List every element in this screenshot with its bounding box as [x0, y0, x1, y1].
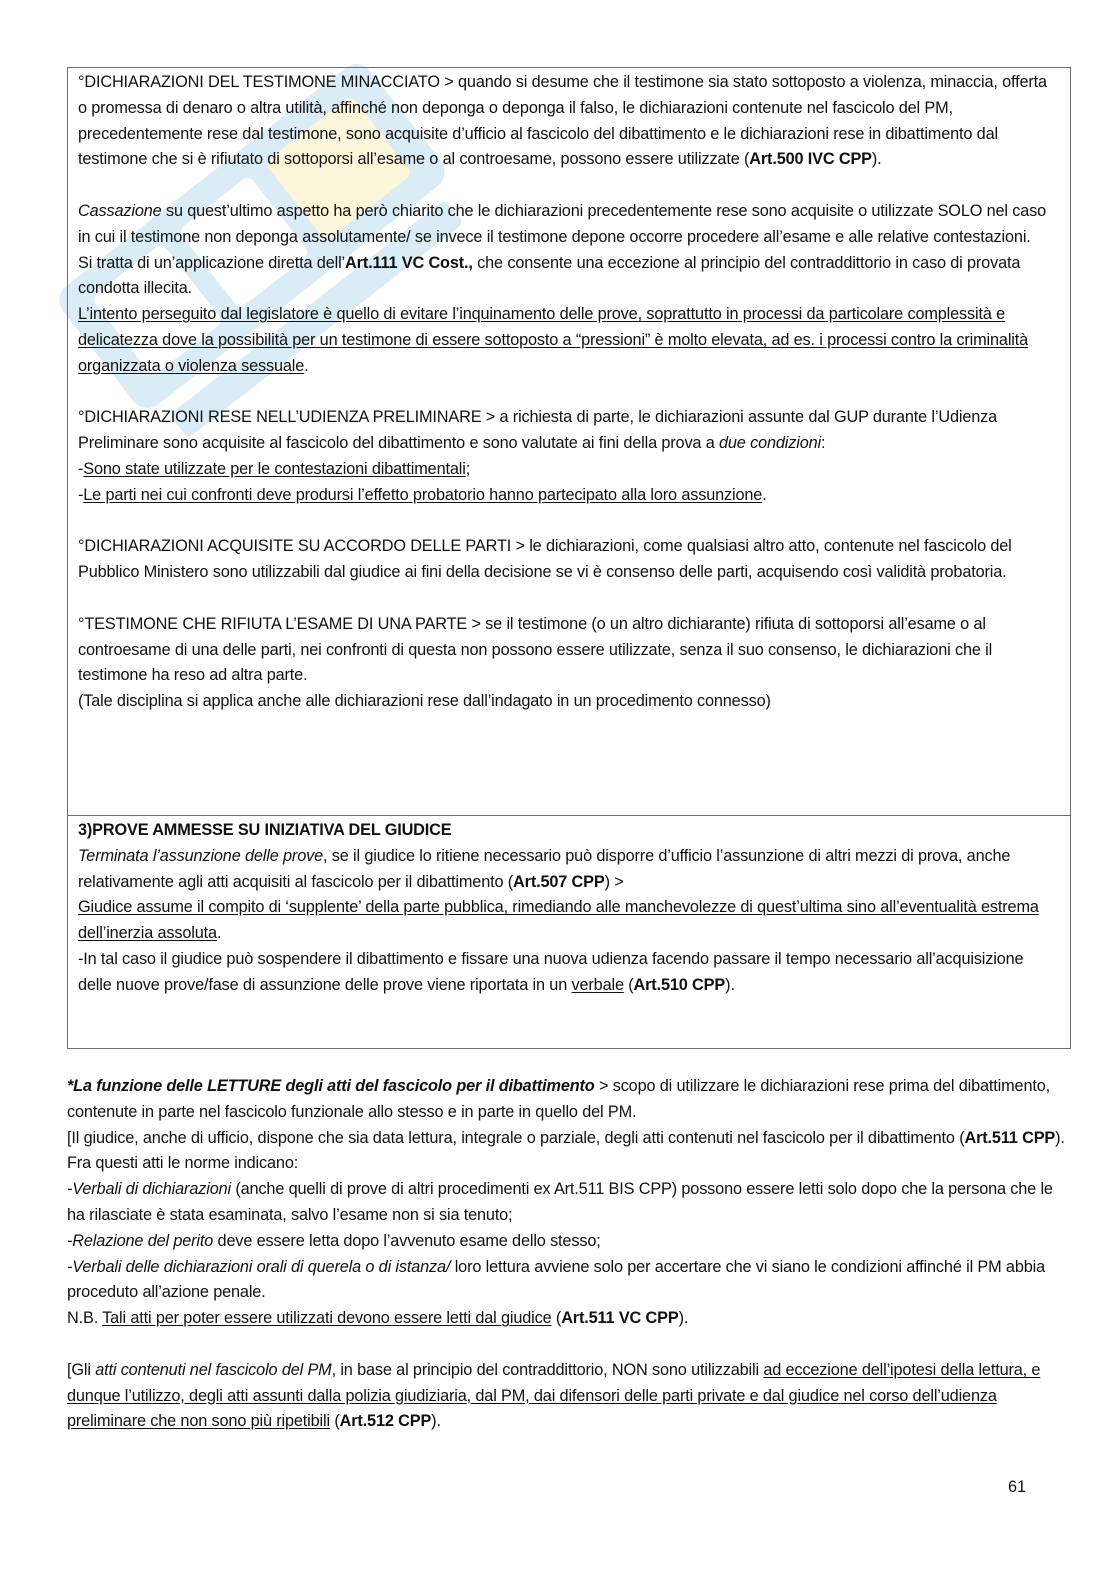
body-text [67, 1074, 1071, 1435]
paragraph-nb: N.B. Tali atti per poter essere utilizzati devono essere letti dal giudice (Art.511 VC CPP). [67, 1309, 689, 1328]
condition-item-1: -Sono state utilizzate per le contestazioni dibattimentali; [78, 459, 471, 478]
list-item-verbali-querela: -Verbali delle dichiarazioni orali di querela o di istanza/ loro lettura avviene solo per accertare che vi siano le condizioni affinché il PM abbia proceduto all’azione penale. [67, 1257, 1045, 1302]
section-box-dichiarazioni [67, 67, 1071, 816]
list-item-relazione-perito: -Relazione del perito deve essere letta dopo l’avvenuto esame dello stesso; [67, 1231, 601, 1250]
paragraph-cassazione: Cassazione su quest’ultimo aspetto ha però chiarito che le dichiarazioni precedentemente rese sono acquisite o utilizzate SOLO nel caso in cui il testimone non deponga assolutamente/ se invece il testimone depone occorre procedere all’esame e alle relative contestazioni. [78, 201, 1047, 246]
condition-item-2: -Le parti nei cui confronti deve prodursi l’effetto probatorio hanno partecipato alla loro assunzione. [78, 485, 767, 504]
section-box-prove-giudice [67, 815, 1071, 1049]
paragraph-testimone-rifiuta: °TESTIMONE CHE RIFIUTA L’ESAME DI UNA PARTE > se il testimone (o un altro dichiarante) rifiuta di sottoporsi all’esame o al controesame di una delle parti, nei confronti di questa non possono essere utilizzate, senza il suo consenso, le dichiarazioni che il testimone ha reso ad altra parte. [78, 614, 993, 685]
paragraph-note-indagato: (Tale disciplina si applica anche alle dichiarazioni rese dall’indagato in un procedimento connesso) [78, 692, 771, 711]
paragraph-terminata-assunzione: Terminata l’assunzione delle prove, se il giudice lo ritiene necessario può disporre d’ufficio l’assunzione di altri mezzi di prova, anche relativamente agli atti acquisiti al fascicolo per il dibattimento (Art.507 CPP) > [78, 846, 1011, 891]
paragraph-atti-fascicolo-pm: [Gli atti contenuti nel fascicolo del PM, in base al principio del contraddittorio, NON sono utilizzabili ad eccezione dell’ipotesi della lettura, e dunque l’utilizzo, degli atti assunti dalla polizia giudiziaria, dal PM, dai difensori delle parti private e dal giudice nel corso dell’udienza preliminare che non sono più ripetibili (Art.512 CPP). [67, 1360, 1041, 1431]
paragraph-art111: Si tratta di un’applicazione diretta dell’Art.111 VC Cost., che consente una eccezione al principio del contraddittorio in caso di provata condotta illecita. [78, 253, 1021, 298]
paragraph-intento-legislatore: L’intento perseguito dal legislatore è quello di evitare l’inquinamento delle prove, soprattutto in processi da particolare complessità e delicatezza dove la possibilità per un testimone di essere sottoposto a “pressioni” è molto elevata, ad es. i processi contro la criminalità organizzata o violenza sessuale. [78, 305, 1029, 375]
paragraph-lettura-giudice: [Il giudice, anche di ufficio, dispone che sia data lettura, integrale o parziale, degli atti contenuti nel fascicolo per il dibattimento (Art.511 CPP). [67, 1128, 1065, 1147]
paragraph-accordo-parti: °DICHIARAZIONI ACQUISITE SU ACCORDO DELLE PARTI > le dichiarazioni, come qualsiasi altro atto, contenute nel fascicolo del Pubblico Ministero sono utilizzabili dal giudice ai fini della decisione se vi è consenso delle parti, acquisendo così validità probatoria. [78, 537, 1012, 582]
paragraph-sospensione: -In tal caso il giudice può sospendere il dibattimento e fissare una nuova udienza facendo passare il tempo necessario all’acquisizione delle nuove prove/fase di assunzione delle prove viene riportata in un verbale (Art.510 CPP). [78, 949, 1024, 994]
page-number: 61 [1008, 1478, 1027, 1496]
section-heading: 3)PROVE AMMESSE SU INIZIATIVA DEL GIUDICE [78, 821, 452, 839]
paragraph-testimone-minacciato: °DICHIARAZIONI DEL TESTIMONE MINACCIATO > quando si desume che il testimone sia stato sottoposto a violenza, minaccia, offerta o promessa di denaro o altra utilità, affinché non deponga o deponga il falso, le dichiarazioni contenute nel fascicolo del PM, precedentemente rese dal testimone, sono acquisite d’ufficio al fascicolo del dibattimento e le dichiarazioni rese in dibattimento dal testimone che si è rifiutato di sottoporsi all’esame o al controesame, possono essere utilizzate (Art.500 IVC CPP). [78, 73, 1047, 169]
list-item-verbali-dichiarazioni: -Verbali di dichiarazioni (anche quelli di prove di altri procedimenti ex Art.511 BIS CPP) possono essere letti solo dopo che la persona che le ha rilasciate è stata esaminata, salvo l’esame non si sia tenuto; [67, 1180, 1053, 1224]
paragraph-funzione-letture: *La funzione delle LETTURE degli atti del fascicolo per il dibattimento > scopo di utilizzare le dichiarazioni rese prima del dibattimento, contenute in parte nel fascicolo funzionale allo stesso e in parte in quello del PM. [67, 1077, 1050, 1121]
paragraph-udienza-preliminare: °DICHIARAZIONI RESE NELL’UDIENZA PRELIMINARE > a richiesta di parte, le dichiarazioni assunte dal GUP durante l’Udienza Preliminare sono acquisite al fascicolo del dibattimento e sono valutate ai fini della prova a due condizioni: [78, 408, 998, 453]
paragraph-fra-questi-atti: Fra questi atti le norme indicano: [67, 1154, 299, 1173]
paragraph-giudice-supplente: Giudice assume il compito di ‘supplente’ della parte pubblica, rimediando alle manchevolezze di quest’ultima sino all’eventualità estrema dell’inerzia assoluta. [78, 898, 1039, 943]
